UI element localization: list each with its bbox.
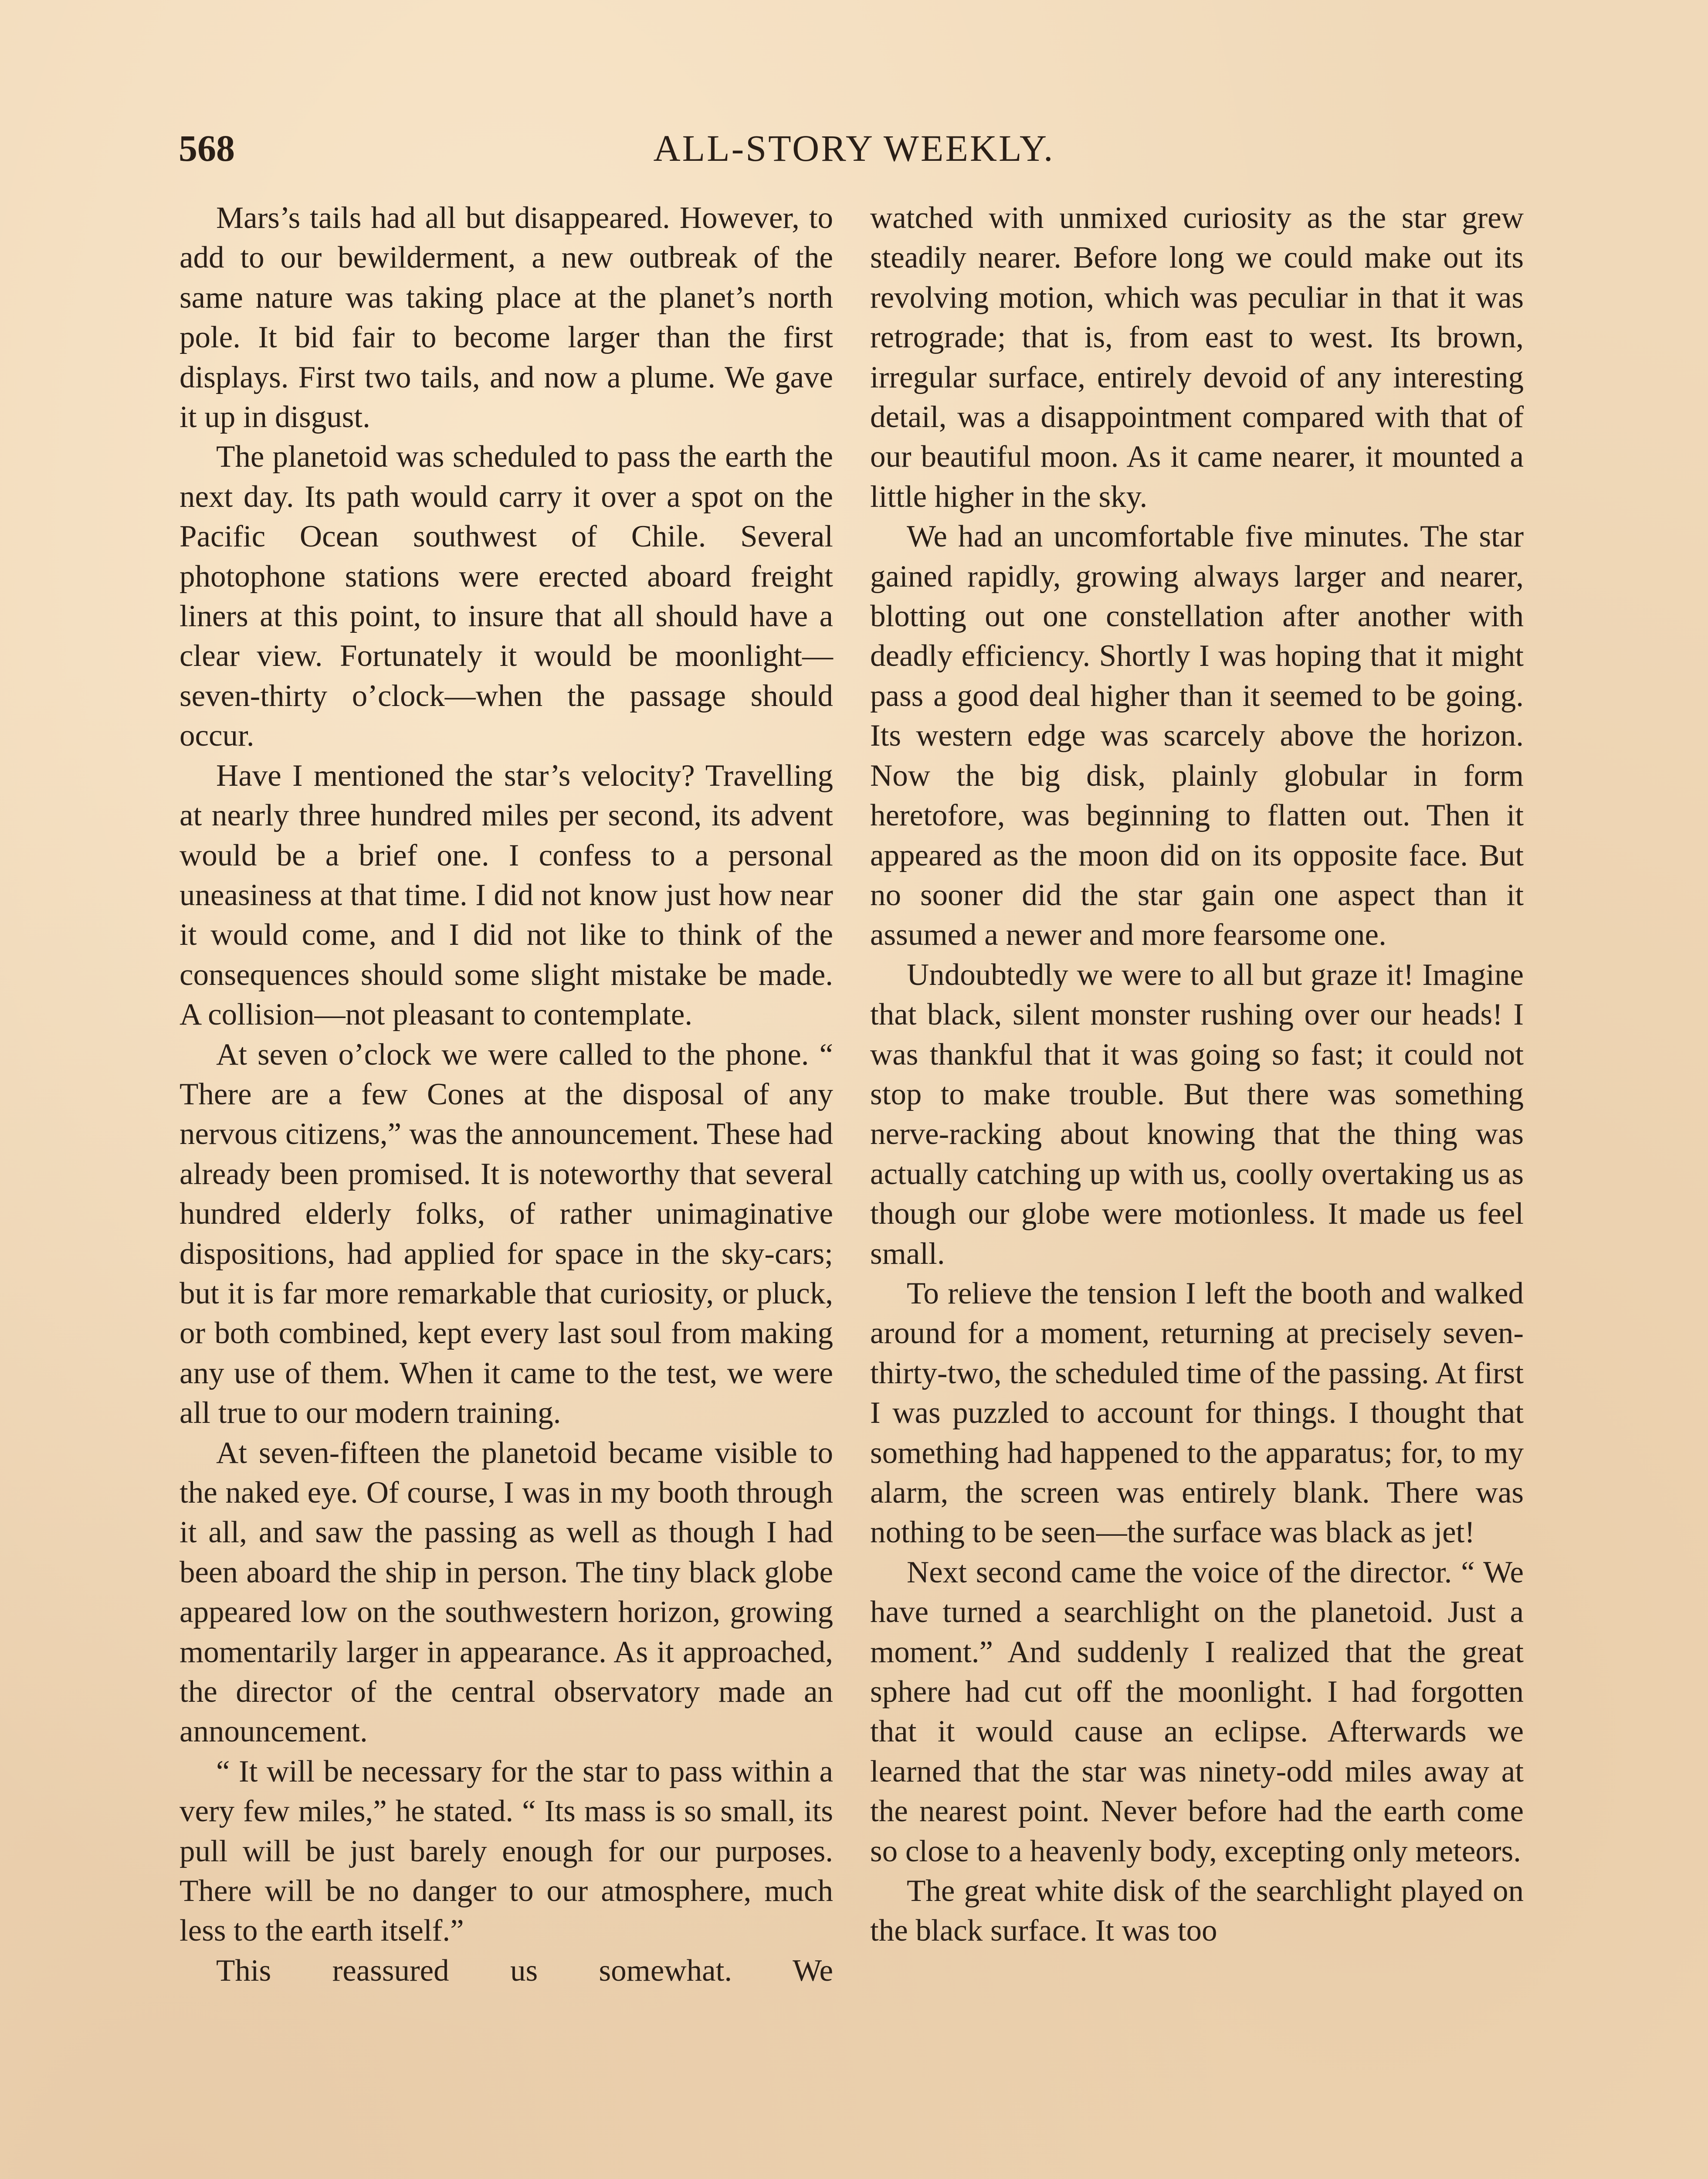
paragraph: We had an uncomfortable five minutes. The star gained rapidly, growing always larger and nearer, blotting out one constellation after another with deadly efficiency. Shortly I was hoping that it might pass a good deal higher than it seemed to be going. Its western edge was scarcely above the horizon. Now the big disk, plainly globular in form heretofore, was beginning to flatten out. Then it appeared as the moon did on its opposite face. But no sooner did the star gain one aspect than it assumed a newer and more fearsome one. bbox=[870, 519, 1524, 952]
paragraph: Next second came the voice of the director. “ We have turned a searchlight on the planetoid. Just a moment.” And suddenly I realized that the great sphere had cut off the moonlight. I had forgotten that it would cause an eclipse. Afterwards we learned that the star was ninety-odd miles away at the nearest point. Never before had the earth come so close to a heavenly body, excepting only meteors. bbox=[870, 1555, 1524, 1868]
paragraph: At seven-fifteen the planetoid became visible to the naked eye. Of course, I was in my booth through it all, and saw the passing as well as though I had been aboard the ship in person. The tiny black globe appeared low on the southwestern horizon, growing momentarily larger in appearance. As it approached, the director of the central observatory made an announcement. bbox=[180, 1436, 833, 1749]
paragraph: At seven o’clock we were called to the phone. “ There are a few Cones at the disposal of any nervous citizens,” was the announcement. These had already been promised. It is noteworthy that several hundred elderly folks, of rather unimaginative dispositions, had applied for space in the sky-cars; but it is far more remarkable that curiosity, or pluck, or both combined, kept every last soul from making any use of them. When it came to the test, we were all true to our modern training. bbox=[180, 1037, 833, 1430]
paragraph: To relieve the tension I left the booth and walked around for a moment, returning at precisely seven-thirty-two, the scheduled time of the passing. At first I was puzzled to account for things. I thought that something had happened to the apparatus; for, to my alarm, the screen was entirely blank. There was nothing to be seen—the surface was black as jet! bbox=[870, 1276, 1524, 1550]
journal-title: ALL-STORY WEEKLY. bbox=[653, 127, 1055, 169]
paragraph: Undoubtedly we were to all but graze it! Imagine that black, silent monster rushing over our heads! I was thankful that it was going so fast; it could not stop to make trouble. But there was something nerve-racking about knowing that the thing was actually catching up with us, coolly overtaking us as though our globe were motionless. It made us feel small. bbox=[870, 957, 1524, 1271]
page-number: 568 bbox=[179, 127, 235, 169]
paragraph: “ It will be necessary for the star to pass within a very few miles,” he stated. “ Its mass is so small, its pull will be just barely enough for our purposes. There will be no danger to our atmosphere, much less to the earth itself.” bbox=[180, 1754, 833, 1948]
running-head bbox=[179, 118, 1529, 179]
paragraph: Mars’s tails had all but disappeared. However, to add to our bewilderment, a new outbreak of the same nature was taking place at the planet’s north pole. It bid fair to become larger than the first displays. First two tails, and now a plume. We gave it up in disgust. bbox=[180, 201, 833, 434]
text-column-right bbox=[870, 198, 1524, 2179]
paragraph: The great white disk of the searchlight played on the black surface. It was too bbox=[870, 1874, 1524, 1948]
text-column-left bbox=[180, 198, 833, 2179]
paragraph: This reassured us somewhat. We bbox=[216, 1953, 833, 1988]
paragraph: watched with unmixed curiosity as the star grew steadily nearer. Before long we could make out its revolving motion, which was peculiar in that it was retrograde; that is, from east to west. Its brown, irregular surface, entirely devoid of any interesting detail, was a disappointment compared with that of our beautiful moon. As it came nearer, it mounted a little higher in the sky. bbox=[870, 201, 1524, 514]
paragraph: Have I mentioned the star’s velocity? Travelling at nearly three hundred miles per second, its advent would be a brief one. I confess to a personal uneasiness at that time. I did not know just how near it would come, and I did not like to think of the consequences should some slight mistake be made. A collision—not pleasant to contemplate. bbox=[180, 758, 833, 1032]
paragraph: The planetoid was scheduled to pass the earth the next day. Its path would carry it over a spot on the Pacific Ocean southwest of Chile. Several photophone stations were erected aboard freight liners at this point, to insure that all should have a clear view. Fortunately it would be moonlight—seven-thirty o’clock—when the passage should occur. bbox=[180, 440, 833, 753]
